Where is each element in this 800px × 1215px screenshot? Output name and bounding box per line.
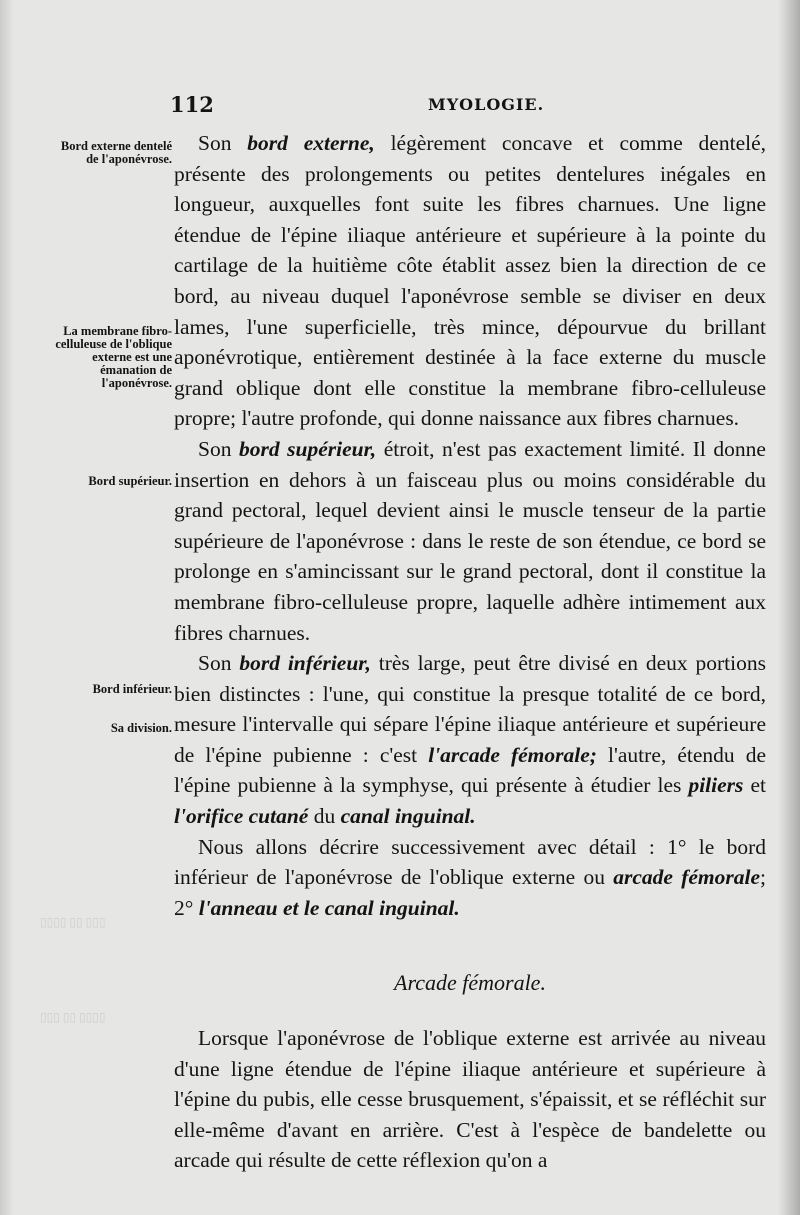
body-text-lower (174, 1023, 766, 1176)
page-number: 112 (170, 92, 214, 117)
margin-note-bord-inferieur: Bord inférieur. (92, 682, 172, 696)
paragraph-bord-superieur: Son bord supérieur, étroit, n'est pas exactement limité. Il donne insertion en dehors à un faisceau plus ou moins considérable du grand pectoral, lequel devient ainsi le muscle tenseur de la partie supérieure de l'aponévrose : dans le reste de son étendue, ce bord se prolonge en s'amincissant sur le grand pectoral, dont il constitue la membrane fibro-celluleuse propre, laquelle adhère intimement aux fibres charnues. (174, 436, 766, 645)
margin-note-division: Sa division. (110, 721, 172, 735)
page-gutter-shadow (0, 0, 14, 1215)
bleed-through-mark: ▯▯▯▯ ▯▯ ▯▯▯ (40, 1010, 106, 1024)
paragraph-arcade: Lorsque l'aponévrose de l'oblique externe est arrivée au niveau d'une ligne étendue de l'épine iliaque antérieure et supérieure à l'épine du pubis, elle cesse brusquement, s'épaissit, et se réfléchit sur elle-même d'avant en arrière. C'est à l'espèce de bandelette ou arcade qui résulte de cette réflexion qu'on a (174, 1026, 766, 1173)
page-edge-shadow (778, 0, 800, 1215)
margin-note-bord-superieur: Bord supérieur. (88, 474, 172, 488)
bleed-through-mark: ▯▯▯ ▯▯ ▯▯▯▯ (40, 915, 106, 929)
running-head: MYOLOGIE. (428, 95, 545, 114)
margin-note-membrane: La membrane fibro-celluleuse de l'oblique externe est une émanation de l'aponévrose. (55, 324, 172, 390)
paragraph-bord-externe: Son bord externe, légèrement concave et comme dentelé, présente des prolongements ou petites dentelures inégales en longueur, auxquelles font suite les fibres charnues. Une ligne étendue de l'épine iliaque antérieure et supérieure à la pointe du cartilage de la huitième côte établit assez bien la direction de ce bord, au niveau duquel l'aponévrose semble se diviser en deux lames, l'une superficielle, très mince, dépourvue du brillant aponévrotique, entièrement destinée à la face externe du muscle grand oblique dont elle constitue la membrane fibro-celluleuse propre; l'autre profonde, qui donne naissance aux fibres charnues. (174, 131, 766, 431)
paragraph-bord-inferieur: Son bord inférieur, très large, peut être divisé en deux portions bien distinctes : l'une, qui constitue la presque totalité de ce bord, mesure l'intervalle qui sépare l'épine iliaque antérieure et supérieure de l'épine pubienne : c'est l'arcade fémorale; l'autre, étendu de l'épine pubienne à la symphyse, qui présente à étudier les piliers et l'orifice cutané du canal inguinal. (174, 651, 767, 829)
body-text-upper (174, 128, 766, 923)
paragraph-description: Nous allons décrire successivement avec détail : 1° le bord inférieur de l'aponévrose de l'oblique externe ou arcade fémorale; 2° l'anneau et le canal inguinal. (174, 834, 767, 920)
margin-note-bord-externe: Bord externe dentelé de l'aponévrose. (60, 139, 172, 166)
page-header (170, 92, 770, 122)
section-title: Arcade fémorale. (394, 970, 546, 995)
